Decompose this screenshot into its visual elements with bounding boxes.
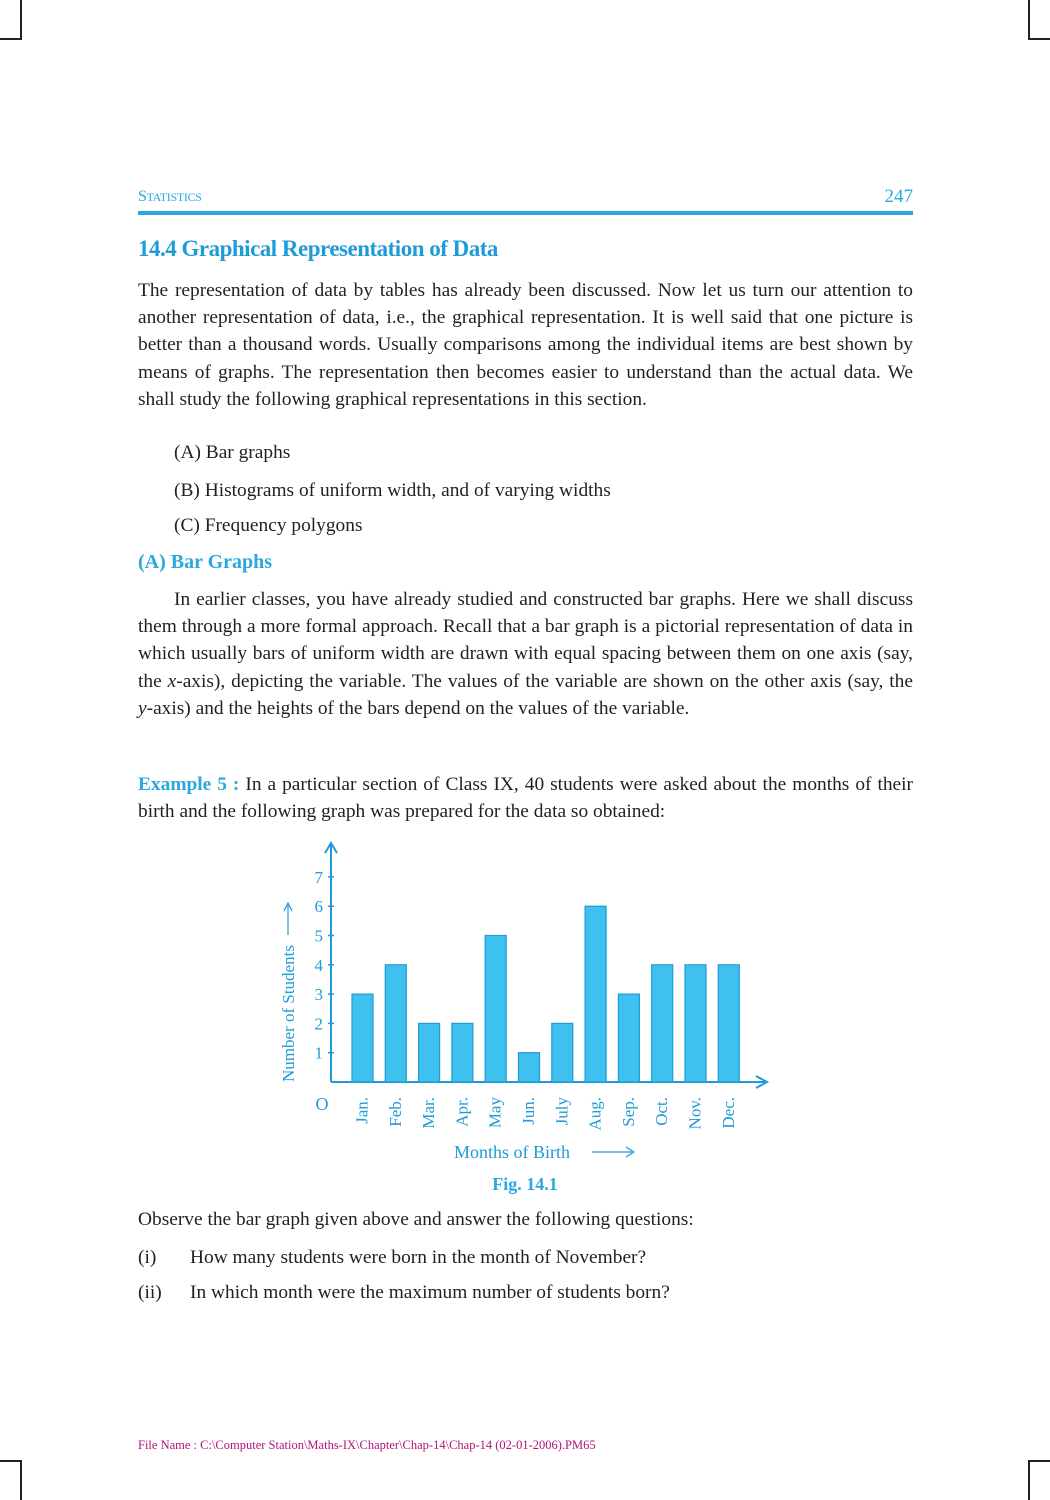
x-axis-label: Months of Birth xyxy=(454,1142,571,1162)
bar xyxy=(452,1023,473,1082)
x-tick-label: Aug. xyxy=(585,1097,605,1131)
x-tick-label: Nov. xyxy=(685,1097,705,1130)
bar xyxy=(618,994,639,1082)
y-tick-label: 6 xyxy=(314,897,323,917)
y-tick-label: 5 xyxy=(314,926,323,946)
y-tick-label: 7 xyxy=(314,867,323,887)
question-item xyxy=(138,1247,646,1269)
bar-graph-paragraph xyxy=(138,586,913,722)
y-tick-label: 1 xyxy=(314,1043,323,1063)
x-tick-label: Jan. xyxy=(352,1097,372,1124)
x-tick-label: Dec. xyxy=(718,1097,738,1129)
bar xyxy=(652,965,673,1082)
y-tick-label: 3 xyxy=(314,985,323,1005)
bar xyxy=(552,1023,573,1082)
page-number: 247 xyxy=(884,186,913,207)
bar xyxy=(385,965,406,1082)
list-item-frequency-polygons: (C) Frequency polygons xyxy=(174,515,363,536)
crop-mark-top-right xyxy=(1028,0,1030,40)
question-number: (i) xyxy=(138,1247,157,1268)
y-tick-label: 2 xyxy=(314,1014,323,1034)
y-tick-label: 4 xyxy=(314,955,323,975)
bar xyxy=(718,965,739,1082)
question-text: How many students were born in the month of November? xyxy=(190,1247,647,1268)
bar xyxy=(519,1053,540,1082)
crop-mark-top-right xyxy=(1028,38,1050,40)
running-head-initial: S xyxy=(138,188,147,205)
question-item xyxy=(138,1282,670,1304)
intro-paragraph: The representation of data by tables has already been discussed. Now let us turn our attention to another representation of data, i.e., the graphical representation. It is well said that one picture is better than a thousand words. Usually comparisons among the individual items are best shown by means of graphs. The representation then becomes easier to understand than the actual data. We shall study the following graphical representations in this section. xyxy=(138,280,913,410)
running-head-rest: TATISTICS xyxy=(146,190,202,204)
x-tick-label: Apr. xyxy=(452,1097,472,1127)
x-tick-label: Jun. xyxy=(519,1097,538,1125)
crop-mark-bottom-left xyxy=(0,1460,22,1462)
x-variable: x xyxy=(167,670,177,692)
x-tick-label: Mar. xyxy=(419,1097,439,1129)
x-tick-label: Sep. xyxy=(618,1097,638,1127)
example-paragraph xyxy=(138,771,913,825)
header-rule xyxy=(138,211,913,215)
bar xyxy=(685,965,706,1082)
x-tick-label: Feb. xyxy=(385,1097,405,1127)
question-text: In which month were the maximum number of students born? xyxy=(190,1282,670,1303)
crop-mark-bottom-left xyxy=(20,1460,22,1500)
crop-mark-top-left xyxy=(0,38,22,40)
example-label: Example 5 : xyxy=(138,774,240,795)
para-text: -axis) and the heights of the bars depend on the values of the variable. xyxy=(146,697,690,719)
crop-mark-bottom-right xyxy=(1028,1460,1030,1500)
origin-label: O xyxy=(315,1094,329,1114)
bar xyxy=(585,906,606,1082)
y-axis-label: Number of Students xyxy=(279,945,298,1082)
example-text: In a particular section of Class IX, 40 students were asked about the months of their birth and the following graph was prepared for the data so obtained: xyxy=(138,774,913,823)
running-head xyxy=(138,188,202,206)
figure-caption: Fig. 14.1 xyxy=(492,1174,558,1194)
para-text: In earlier classes, you have already studied and constructed bar graphs. Here we shall discuss them through a more formal approach. Recall that a bar graph is a pictorial representation of data in which usually bars of uniform width are drawn with equal spacing between them on one axis (say, the xyxy=(138,589,913,692)
crop-mark-top-left xyxy=(20,0,22,40)
para-text: -axis), depicting the variable. The values of the variable are shown on the other axis (say, the xyxy=(176,670,913,692)
questions-intro: Observe the bar graph given above and answer the following questions: xyxy=(138,1209,694,1230)
x-tick-label: July xyxy=(552,1097,572,1126)
section-title: 14.4 Graphical Representation of Data xyxy=(138,236,498,261)
bar xyxy=(419,1023,440,1082)
list-item-bar-graphs: (A) Bar graphs xyxy=(174,442,291,463)
x-tick-label: Oct. xyxy=(652,1097,672,1126)
footer-file-name: File Name : C:\Computer Station\Maths-IX\Chapter\Chap-14\Chap-14 (02-01-2006).PM65 xyxy=(138,1438,596,1452)
subsection-title: (A) Bar Graphs xyxy=(138,551,273,573)
list-item-histograms: (B) Histograms of uniform width, and of varying widths xyxy=(174,480,611,501)
crop-mark-bottom-right xyxy=(1028,1460,1050,1462)
bar xyxy=(485,936,506,1083)
x-tick-label: May xyxy=(485,1097,505,1129)
y-variable: y xyxy=(138,697,147,719)
bar-chart xyxy=(270,835,790,1165)
bar-chart-svg xyxy=(270,835,790,1165)
question-number: (ii) xyxy=(138,1282,162,1303)
bar xyxy=(352,994,373,1082)
